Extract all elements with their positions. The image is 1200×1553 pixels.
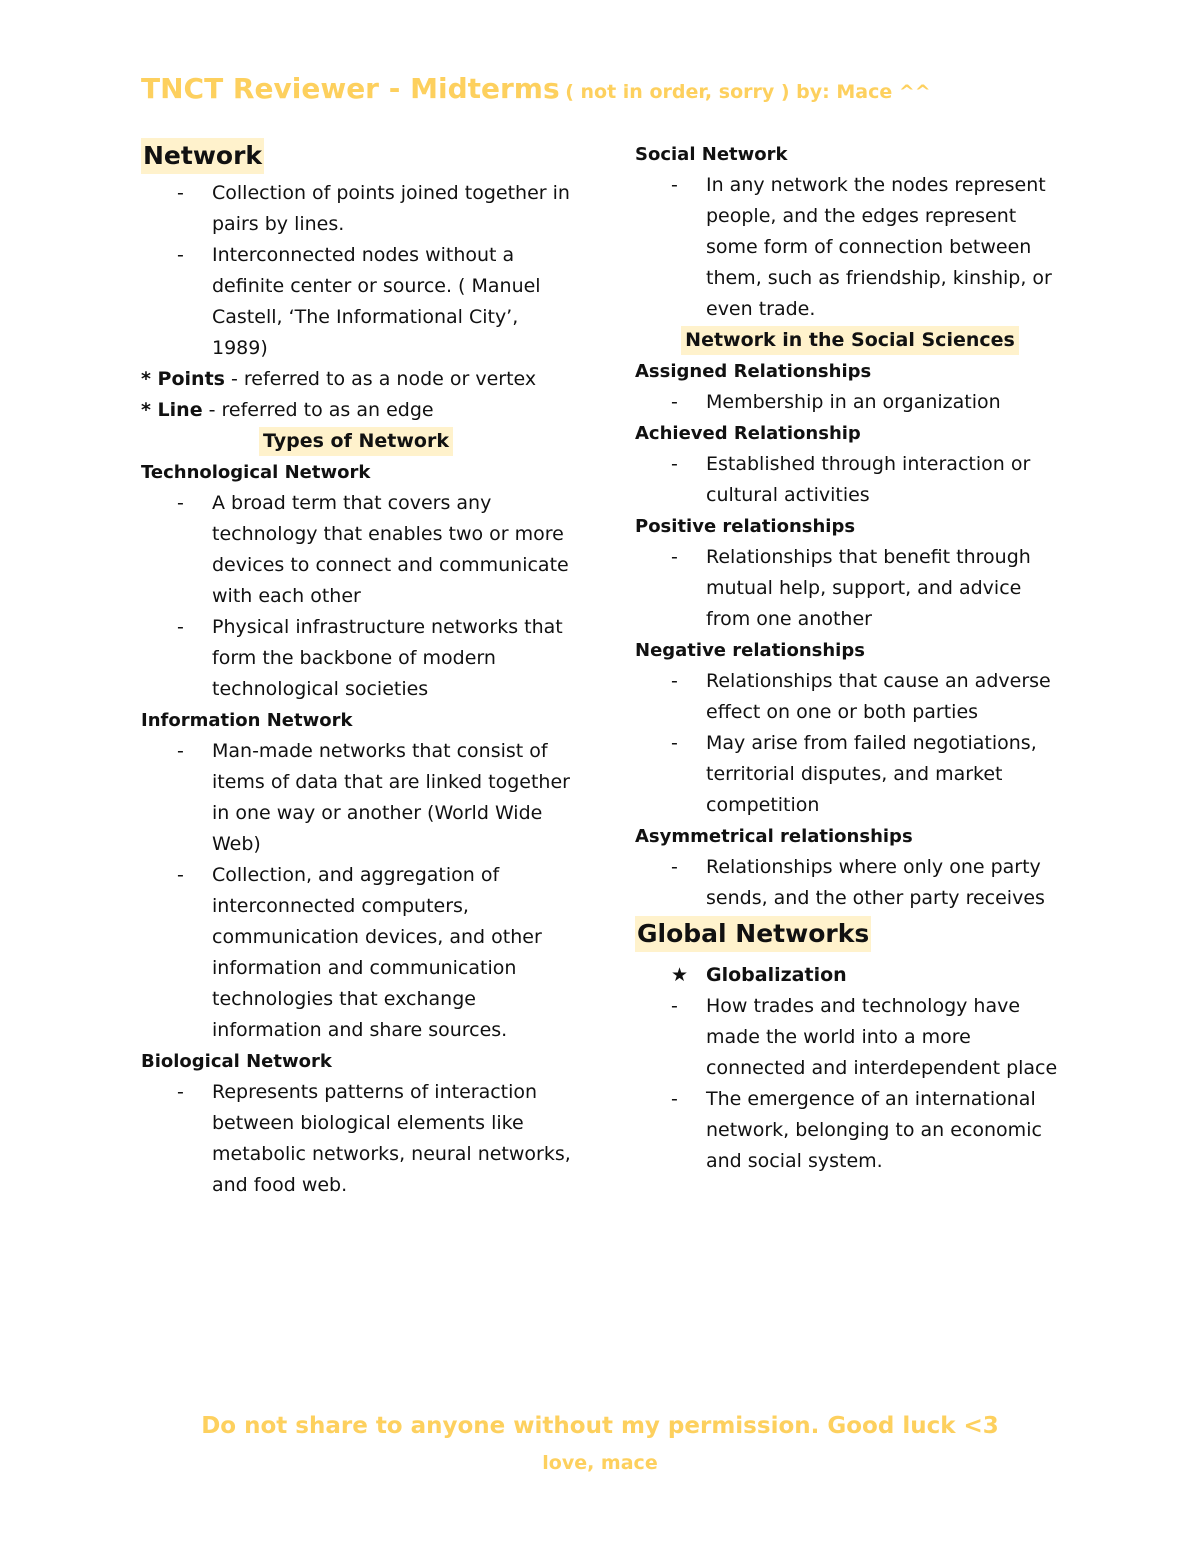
list-item: - Man-made networks that consist of items of data that are linked together in one way or another (World Wide Web)	[141, 736, 571, 860]
list-item: - Collection of points joined together in pairs by lines.	[141, 178, 571, 240]
title-note: ( not in order, sorry ) by: Mace ^^	[565, 81, 931, 103]
subheading-achieved-relationship: Achieved Relationship	[635, 423, 861, 444]
heading-network-social-sciences: Network in the Social Sciences	[681, 326, 1019, 355]
list-item: - A broad term that covers any technology that enables two or more devices to connect and communicate with each other	[141, 488, 571, 612]
heading-types-of-network: Types of Network	[259, 427, 453, 456]
dash-bullet-icon: -	[177, 244, 184, 266]
note-line: * Line - referred to as an edge	[141, 399, 434, 421]
list-item: - The emergence of an international network, belonging to an economic and social system.	[635, 1084, 1065, 1177]
dash-bullet-icon: -	[671, 546, 678, 568]
list-item: - How trades and technology have made the world into a more connected and interdependent place	[635, 991, 1065, 1084]
dash-bullet-icon: -	[671, 670, 678, 692]
list-item: - Membership in an organization	[635, 387, 1065, 418]
dash-bullet-icon: -	[671, 1088, 678, 1110]
left-column	[141, 141, 571, 1201]
heading-global-networks: Global Networks	[635, 916, 871, 952]
list-item: - Collection, and aggregation of interconnected computers, communication devices, and other information and communication technologies that exchange information and share sources.	[141, 860, 571, 1046]
list-item: - Relationships where only one party sends, and the other party receives	[635, 852, 1065, 914]
list-item: - Established through interaction or cultural activities	[635, 449, 1065, 511]
dash-bullet-icon: -	[671, 391, 678, 413]
subheading-social-network: Social Network	[635, 144, 788, 165]
note-points: * Points - referred to as a node or vertex	[141, 368, 537, 390]
dash-bullet-icon: -	[177, 740, 184, 762]
dash-bullet-icon: -	[177, 492, 184, 514]
black-star-icon: ★	[671, 964, 689, 986]
heading-network: Network	[141, 138, 264, 174]
footer-signoff: love, mace	[542, 1452, 658, 1474]
subheading-information-network: Information Network	[141, 710, 353, 731]
subheading-technological-network: Technological Network	[141, 462, 371, 483]
list-item: - Interconnected nodes without a definite center or source. ( Manuel Castell, ‘The Informational City’, 1989)	[141, 240, 571, 364]
dash-bullet-icon: -	[177, 616, 184, 638]
subheading-assigned-relationships: Assigned Relationships	[635, 361, 872, 382]
dash-bullet-icon: -	[177, 1081, 184, 1103]
list-item: - Physical infrastructure networks that form the backbone of modern technological societies	[141, 612, 571, 705]
subheading-asymmetrical-relationships: Asymmetrical relationships	[635, 826, 913, 847]
footer-notice: Do not share to anyone without my permission. Good luck <3	[201, 1413, 999, 1439]
dash-bullet-icon: -	[671, 453, 678, 475]
subheading-positive-relationships: Positive relationships	[635, 516, 856, 537]
dash-bullet-icon: -	[671, 856, 678, 878]
list-item: - In any network the nodes represent people, and the edges represent some form of connection between them, such as friendship, kinship, or even trade.	[635, 170, 1065, 325]
dash-bullet-icon: -	[177, 864, 184, 886]
list-item: - Relationships that benefit through mutual help, support, and advice from one another	[635, 542, 1065, 635]
list-item: - Represents patterns of interaction between biological elements like metabolic networks, neural networks, and food web.	[141, 1077, 571, 1201]
subheading-negative-relationships: Negative relationships	[635, 640, 865, 661]
list-item: - Relationships that cause an adverse effect on one or both parties	[635, 666, 1065, 728]
subheading-biological-network: Biological Network	[141, 1051, 332, 1072]
list-item-star: ★ Globalization	[635, 960, 1065, 991]
dash-bullet-icon: -	[671, 732, 678, 754]
list-item: - May arise from failed negotiations, territorial disputes, and market competition	[635, 728, 1065, 821]
dash-bullet-icon: -	[671, 995, 678, 1017]
title-main: TNCT Reviewer - Midterms	[141, 72, 560, 105]
dash-bullet-icon: -	[177, 182, 184, 204]
right-column	[635, 139, 1065, 1177]
dash-bullet-icon: -	[671, 174, 678, 196]
page-title	[141, 72, 931, 105]
